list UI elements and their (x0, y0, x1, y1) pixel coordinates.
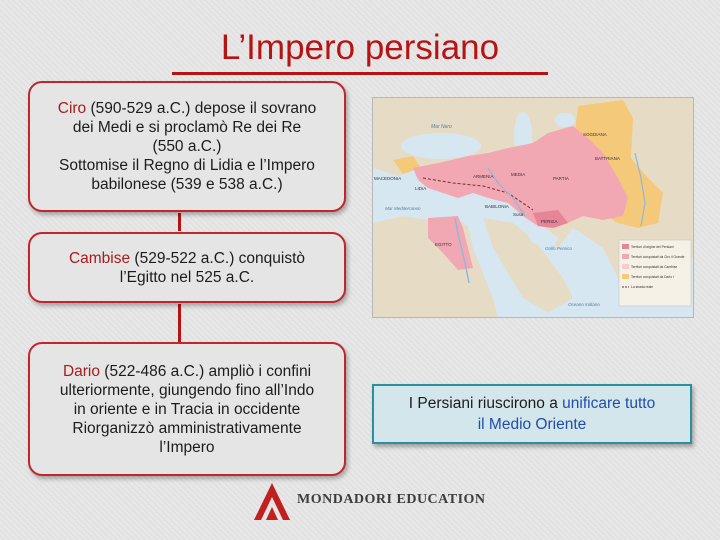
cambise-line-1 (36, 249, 338, 268)
timeline-connector-1 (178, 213, 181, 231)
persian-empire-map (372, 97, 694, 318)
legend-item-2: Territori conquistati da Cambise (631, 265, 678, 269)
legend-swatch-cambise (622, 264, 629, 269)
map-label-mar-nero: Mar Nero (431, 124, 452, 130)
map-label-sogdiana: SOGDIANA (583, 132, 607, 137)
summary-line-2 (374, 414, 690, 435)
summary-highlight-2: il Medio Oriente (477, 416, 587, 433)
summary-text: I Persiani riuscirono a (408, 395, 563, 412)
map-label-lidia: LIDIA (415, 186, 427, 191)
title-underline (172, 72, 548, 75)
map-black-sea (401, 133, 481, 159)
legend-item-3: Territori conquistati da Dario I (631, 275, 674, 279)
ciro-box (28, 81, 346, 212)
dario-text-1: (522-486 a.C.) ampliò i confini (99, 362, 312, 380)
cambise-text-1: (529-522 a.C.) conquistò (130, 249, 306, 267)
map-label-mar-mediterraneo: Mar Mediterraneo (385, 206, 421, 211)
legend-swatch-dario (622, 274, 629, 279)
map-label-battriana: BATTRIANA (595, 156, 620, 161)
dario-line-3: in oriente e in Tracia in occidente (73, 400, 301, 418)
ciro-line-5: babilonese (539 e 538 a.C.) (91, 176, 283, 193)
dario-box (28, 342, 346, 476)
legend-item-1: Territori conquistati da Ciro il Grande (631, 255, 685, 259)
legend-swatch-ciro (622, 254, 629, 259)
summary-highlight-1: unificare tutto (562, 395, 656, 412)
dario-line-1 (36, 362, 338, 381)
dario-name: Dario (62, 362, 100, 380)
map-aral-sea (555, 113, 575, 127)
summary-box (372, 384, 692, 444)
ciro-name: Ciro (57, 100, 87, 117)
mondadori-logo-text: MONDADORI EDUCATION (297, 492, 486, 507)
slide-title: L’Impero persiano (220, 28, 500, 67)
map-legend (619, 240, 691, 306)
map-label-egitto: EGITTO (435, 242, 452, 247)
legend-swatch-origin (622, 244, 629, 249)
ciro-line-3: (550 a.C.) (152, 138, 222, 155)
ciro-line-2: dei Medi e si proclamò Re dei Re (72, 119, 302, 136)
map-label-media: MEDIA (511, 172, 526, 177)
cambise-name: Cambise (68, 249, 131, 267)
legend-item-0: Territori d’origine dei Persiani (631, 245, 674, 249)
map-label-oceano-indiano: Oceano Indiano (568, 302, 600, 307)
cambise-box (28, 232, 346, 303)
ciro-text-1: (590-529 a.C.) depose il sovrano (86, 100, 317, 117)
mondadori-logo-mark-inner (266, 507, 278, 520)
dario-line-5: l’Impero (159, 438, 215, 456)
map-label-persia: PERSIA (541, 219, 558, 224)
ciro-line-1 (36, 99, 338, 118)
ciro-line-4: Sottomise il Regno di Lidia e l’Impero (59, 157, 315, 174)
map-label-golfo-persico: Golfo Persico (545, 246, 573, 251)
map-label-partia: PARTIA (553, 176, 569, 181)
dario-line-2: ulteriormente, giungendo fino all’Indo (59, 381, 315, 399)
cambise-line-2: l’Egitto nel 525 a.C. (119, 268, 255, 286)
dario-line-4: Riorganizzò amministrativamente (72, 419, 302, 437)
timeline-connector-2 (178, 304, 181, 342)
map-label-susa: Susa (513, 212, 524, 217)
legend-item-4: La strada reale (631, 285, 653, 289)
map-label-armenia: ARMENIA (473, 174, 494, 179)
map-label-macedonia: MACEDONIA (374, 176, 402, 181)
summary-line-1 (374, 393, 690, 414)
map-label-babilonia: BABILONIA (485, 204, 509, 209)
